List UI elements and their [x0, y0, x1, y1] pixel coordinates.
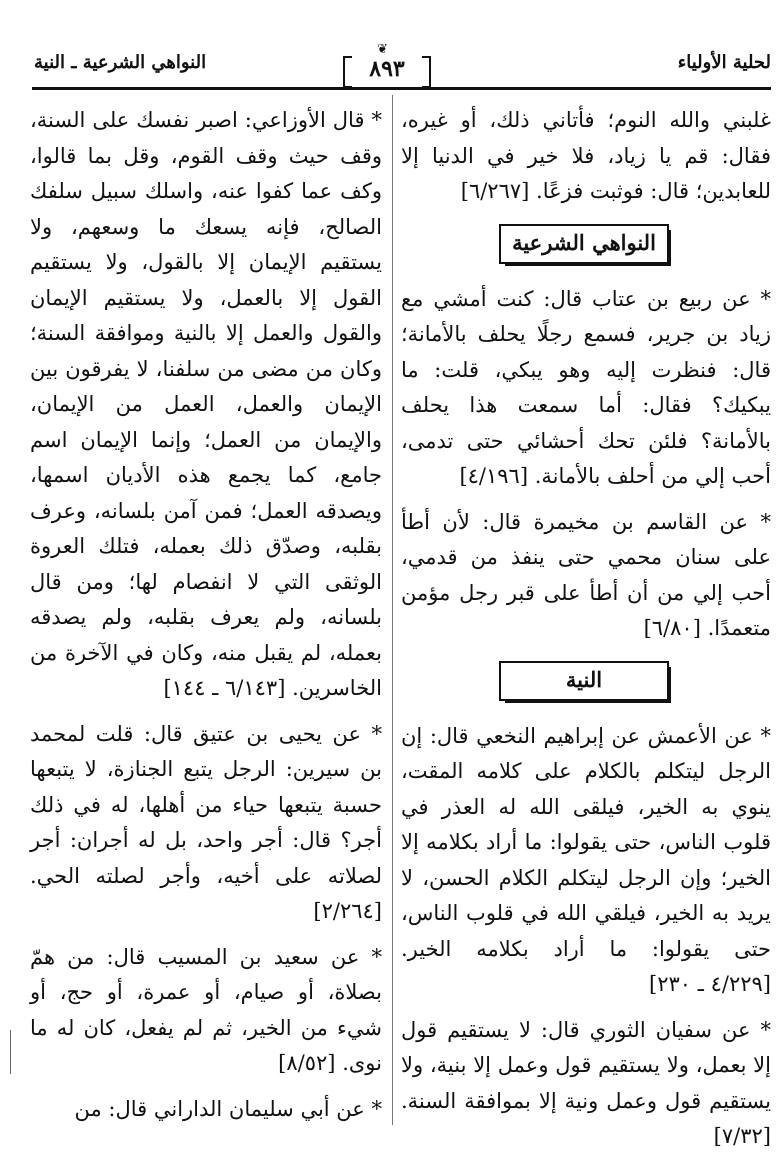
- paragraph: * عن سعيد بن المسيب قال: من همّ بصلاة، أو صيام، أو عمرة، أو حج، أو شيء من الخير، ثم لم يفعل، كان له ما نوى. [٨/٥٢]: [30, 944, 382, 1075]
- margin-mark: [10, 1030, 11, 1074]
- paragraph: * عن ربيع بن عتاب قال: كنت أمشي مع زياد بن جرير، فسمع رجلًا يحلف بالأمانة؛ قال: فنظرت إليه وهو يبكي، قلت: ما يبكيك؟ فقال: أما سمعت هذا يحلف بالأمانة؟ فلئن تحك أحشائي حتى تدمى، أحب إلي من أحلف بالأمانة. [٤/١٩٦]: [401, 286, 771, 488]
- column-divider: [392, 95, 393, 1125]
- citation: [٨/٥٢]: [278, 1051, 336, 1075]
- section-title: النية: [499, 661, 669, 701]
- paragraph: * عن أبي سليمان الداراني قال: من: [74, 1096, 382, 1121]
- header-rule: [32, 87, 771, 90]
- right-column: [401, 103, 771, 1165]
- paragraph: * عن سفيان الثوري قال: لا يستقيم قول إلا بعمل، ولا يستقيم قول وعمل إلا بنية، ولا يستقيم قول وعمل ونية إلا بموافقة السنة. [٧/٣٢]: [401, 1017, 771, 1148]
- running-head-chapter-title: النواهي الشرعية ـ النية: [34, 52, 207, 73]
- citation: [٦/٢٦٧]: [460, 179, 530, 203]
- citation: [٦/٨٠]: [643, 616, 701, 640]
- section-title: النواهي الشرعية: [499, 224, 669, 264]
- paragraph: غلبني والله النوم؛ فأتاني ذلك، أو غيره، فقال: قم يا زياد، فلا خير في الدنيا إلا للعابدين؛ قال: فوثبت فزعًا. [٦/٢٦٧]: [401, 108, 771, 203]
- paragraph: * قال الأوزاعي: اصبر نفسك على السنة، وقف حيث وقف القوم، وقل بما قالوا، وكف عما كفوا عنه، واسلك سبيل سلفك الصالح، فإنه يسعك ما وسعهم، ولا يستقيم الإيمان إلا بالقول، ولا يستقيم القول إلا بالعمل، ولا يستقيم الإيمان والقول والعمل إلا بالنية وموافقة السنة؛ وكان من مضى من سلفنا، لا يفرقون بين الإيمان والعمل، العمل من الإيمان، والإيمان من العمل؛ وإنما الإيمان اسم جامع، كما يجمع هذه الأديان اسمها، ويصدقه العمل؛ فمن آمن بلسانه، وعرف بقلبه، وصدّق ذلك بعمله، فتلك العروة الوثقى التي لا انفصام لها؛ ومن قال بلسانه، ولم يعرف بقلبه، ولم يصدقه بعمله، لم يقبل منه، وكان في الآخرة من الخاسرين. [٦/١٤٣ ـ ١٤٤]: [30, 108, 382, 700]
- citation: [٤/٢٢٩ ـ ٢٣٠]: [649, 972, 771, 996]
- left-column: [30, 103, 382, 1137]
- running-head-book-title: لحلية الأولياء: [677, 52, 771, 73]
- ornament-icon: ❦: [377, 42, 388, 57]
- citation: [٦/١٤٣ ـ ١٤٤]: [163, 676, 286, 700]
- paragraph: * عن الأعمش عن إبراهيم النخعي قال: إن الرجل ليتكلم بالكلام على كلامه المقت، ينوي به الخير، فيلقى الله له العذر في قلوب الناس، حتى يقولوا: ما أراد بكلامه إلا الخير؛ وإن الرجل ليتكلم الكلام الحسن، لا يريد به الخير، فيلقي الله في قلوب الناس، حتى يقولوا: ما أراد بكلامه الخير. [٤/٢٢٩ ـ ٢٣٠]: [401, 723, 771, 996]
- citation: [٢/٢٦٤]: [313, 899, 382, 923]
- citation: [٧/٣٢]: [713, 1124, 771, 1148]
- citation: [٤/١٩٦]: [459, 464, 529, 488]
- page-number: ٨٩٣: [369, 56, 405, 82]
- page-number-frame: [343, 44, 431, 86]
- section-heading-intention: [499, 661, 673, 703]
- paragraph: * عن القاسم بن مخيمرة قال: لأن أطأ على سنان محمي حتى ينفذ من قدمي، أحب إلي من أن أطأ على قبر رجل مؤمن متعمدًا. [٦/٨٠]: [401, 509, 771, 640]
- section-heading-prohibitions: [499, 224, 673, 266]
- paragraph: * عن يحيى بن عتيق قال: قلت لمحمد بن سيرين: الرجل يتبع الجنازة، لا يتبعها حسبة يتبعها حياء من أهلها، له في ذلك أجر؟ قال: أجر واحد، بل له أجران: أجر لصلاته على أخيه، وأجر لصلته الحي. [٢/٢٦٤]: [30, 721, 382, 923]
